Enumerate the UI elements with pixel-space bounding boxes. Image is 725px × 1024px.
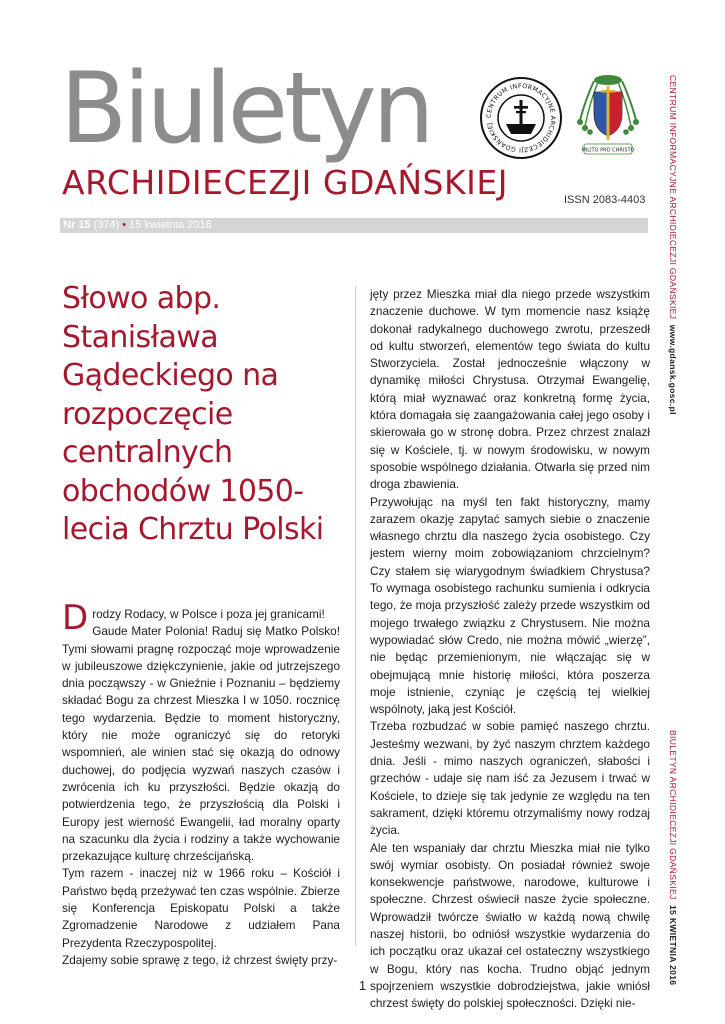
paragraph: Zdajemy sobie sprawę z tego, iż chrzest święty przy- [62, 952, 338, 967]
sidebar-vertical [668, 75, 682, 986]
issue-date: 15 kwietnia 2016 [129, 219, 212, 231]
article-greeting [62, 598, 340, 638]
issue-total: (374) [93, 219, 120, 231]
paragraph: Gaude Mater Polonia! Raduj się Matko Polsko! Tymi słowami pragnę rozpocząć moje wprowadzenie w jubileuszowe dziękczynienie, jakie od jutrzejszego dnia począwszy - w Gnieźnie i Poznaniu – będziemy składać Bogu za chrzest Mieszka I w 1050. rocznicę tego wydarzenia. Będzie to moment historyczny, który nie może ograniczyć się do retoryki wspomnień, ale winien stać się okazją do odnowy duchowej, do podjęcia wyzwań naszych czasów i zwrócenia ich ku przyszłości. Będzie okazją do potwierdzenia tego, że przyszłością dla Polski i Europy jest wierność Ewangelii, ład moralny oparty na szacunku dla życia i rodziny a także wychowanie przekazujące kulturę chrześcijańską. [62, 624, 340, 864]
issue-number: Nr 15 [63, 219, 91, 231]
paragraph: Ale ten wspaniały dar chrztu Mieszka miał nie tylko swój wymiar osobisty. On posiadał również swoje konsekwencje państwowe, narodowe, kulturowe i społeczne. Chrzest oświecił nasze życie społeczne. Wprowadził twórcze światło w każdą nową chwilę naszej historii, bo odniósł wszystkie wydarzenia do ich początku oraz ukazał cel ostateczny wszystkiego w Bogu, który nas kocha. Trudno objąć jednym spojrzeniem wszystkie dobrodziejstwa, jakie wniósł chrzest święty do polskiej społeczności. Dzięki nie- [370, 840, 650, 1011]
sidebar-top [668, 75, 678, 415]
greeting-text: rodzy Rodacy, w Polsce i poza jej granicami! [92, 607, 325, 621]
logo-ring-text: CENTRUM INFORMACYJNE ARCHIDIECEZJI GDAŃSKIEJ [485, 82, 557, 154]
masthead-subtitle: ARCHIDIECEZJI GDAŃSKIEJ [62, 163, 508, 202]
column-divider [355, 286, 356, 946]
separator-dot: • [122, 219, 127, 231]
sidebar-bottom-date: 15 KWIETNIA 2016 [668, 904, 678, 986]
paragraph: Trzeba rozbudzać w sobie pamięć naszego chrztu. Jesteśmy wezwani, by żyć naszym chrztem każdego dnia. Jeśli - mimo naszych ograniczeń, słabości i grzechów - udaje się nam iść za Jezusem i trwać w Kościele, to dzieje się tak jedynie ze względu na ten sakrament, dzięki któremu otrzymaliśmy nowy rodzaj życia. [370, 719, 650, 838]
issue-info [63, 218, 212, 233]
sidebar-bottom-label: BIULETYN ARCHIDIECEZJI GDAŃSKIEJ [668, 730, 678, 900]
cross-boat-icon [506, 100, 536, 134]
coat-of-arms-logo [576, 68, 640, 160]
page-number: 1 [358, 978, 367, 993]
shield-icon [594, 86, 622, 140]
drop-cap: D [62, 598, 89, 638]
paragraph: Tym razem - inaczej niż w 1966 roku – Kościół i Państwo będą przeżywać ten czas wspólnie. Zbierze się Konferencja Episkopatu Polski a także Zgromadzenie Narodowe z udziałem Pana Prezydenta Rzeczypospolitej. [62, 866, 340, 950]
paragraph: jęty przez Mieszka miał dla niego przede wszystkim znaczenie duchowe. W tym momencie nasz książę dokonał radykalnego duchowego zwrotu, przeszedł od kultu stworzeń, elementów tego świata do kultu Stworzyciela. Został jednocześnie włączony w dynamikę miłości Chrystusa. Otrzymał Ewangelię, którą miał wyznawać oraz konkretną formę życia, która domagała się zaangażowania całej jego osoby i skierowała go w stronę dobra. Przez chrzest znalazł się w Kościele, tj. w nowym środowisku, w nowym sposobie wspólnego działania. Otwarła się przed nim droga zbawienia. [370, 287, 650, 492]
paragraph: Przywołując na myśl ten fakt historyczny, mamy zarazem okazję zapytać samych siebie o znaczenie własnego chrztu dla naszego życia osobistego. Czy jestem wierny moim zobowiązaniom chrzcielnym? Czy stałem się wiarygodnym świadkiem Chrystusa? To wymaga osobistego rachunku sumienia i odkrycia tego, że moja przyszłość zależy przede wszystkim od mojego trwałego związku z Chrystusem. Nie można wypowiadać słów Credo, nie można mówić „wierzę”, nie będąc przemienionym, nie włączając się w obejmującą mnie historię miłości, która poszerza moje istnienie, czyniąc je częścią tej wielkiej wspólnoty, jaką jest Kościół. [370, 494, 650, 717]
issn-number: ISSN 2083-4403 [564, 194, 646, 206]
sidebar-bottom [668, 730, 678, 985]
sidebar-website: www.gdansk.gosc.pl [668, 324, 678, 415]
article-column-right [370, 286, 650, 1012]
masthead-title: Biuletyn [60, 52, 431, 166]
motto-banner [581, 144, 634, 154]
centrum-informacyjne-logo [479, 76, 563, 160]
sidebar-top-label: CENTRUM INFORMACYJNE ARCHIDIECEZJI GDAŃSKIEJ [668, 75, 678, 320]
article-column-left [62, 598, 340, 969]
motto-text: MILITO PRO CHRISTO [581, 147, 635, 154]
article-headline: Słowo abp. Stanisława Gądeckiego na rozpoczęcie centralnych obchodów 1050-lecia Chrztu Polski [62, 281, 324, 547]
